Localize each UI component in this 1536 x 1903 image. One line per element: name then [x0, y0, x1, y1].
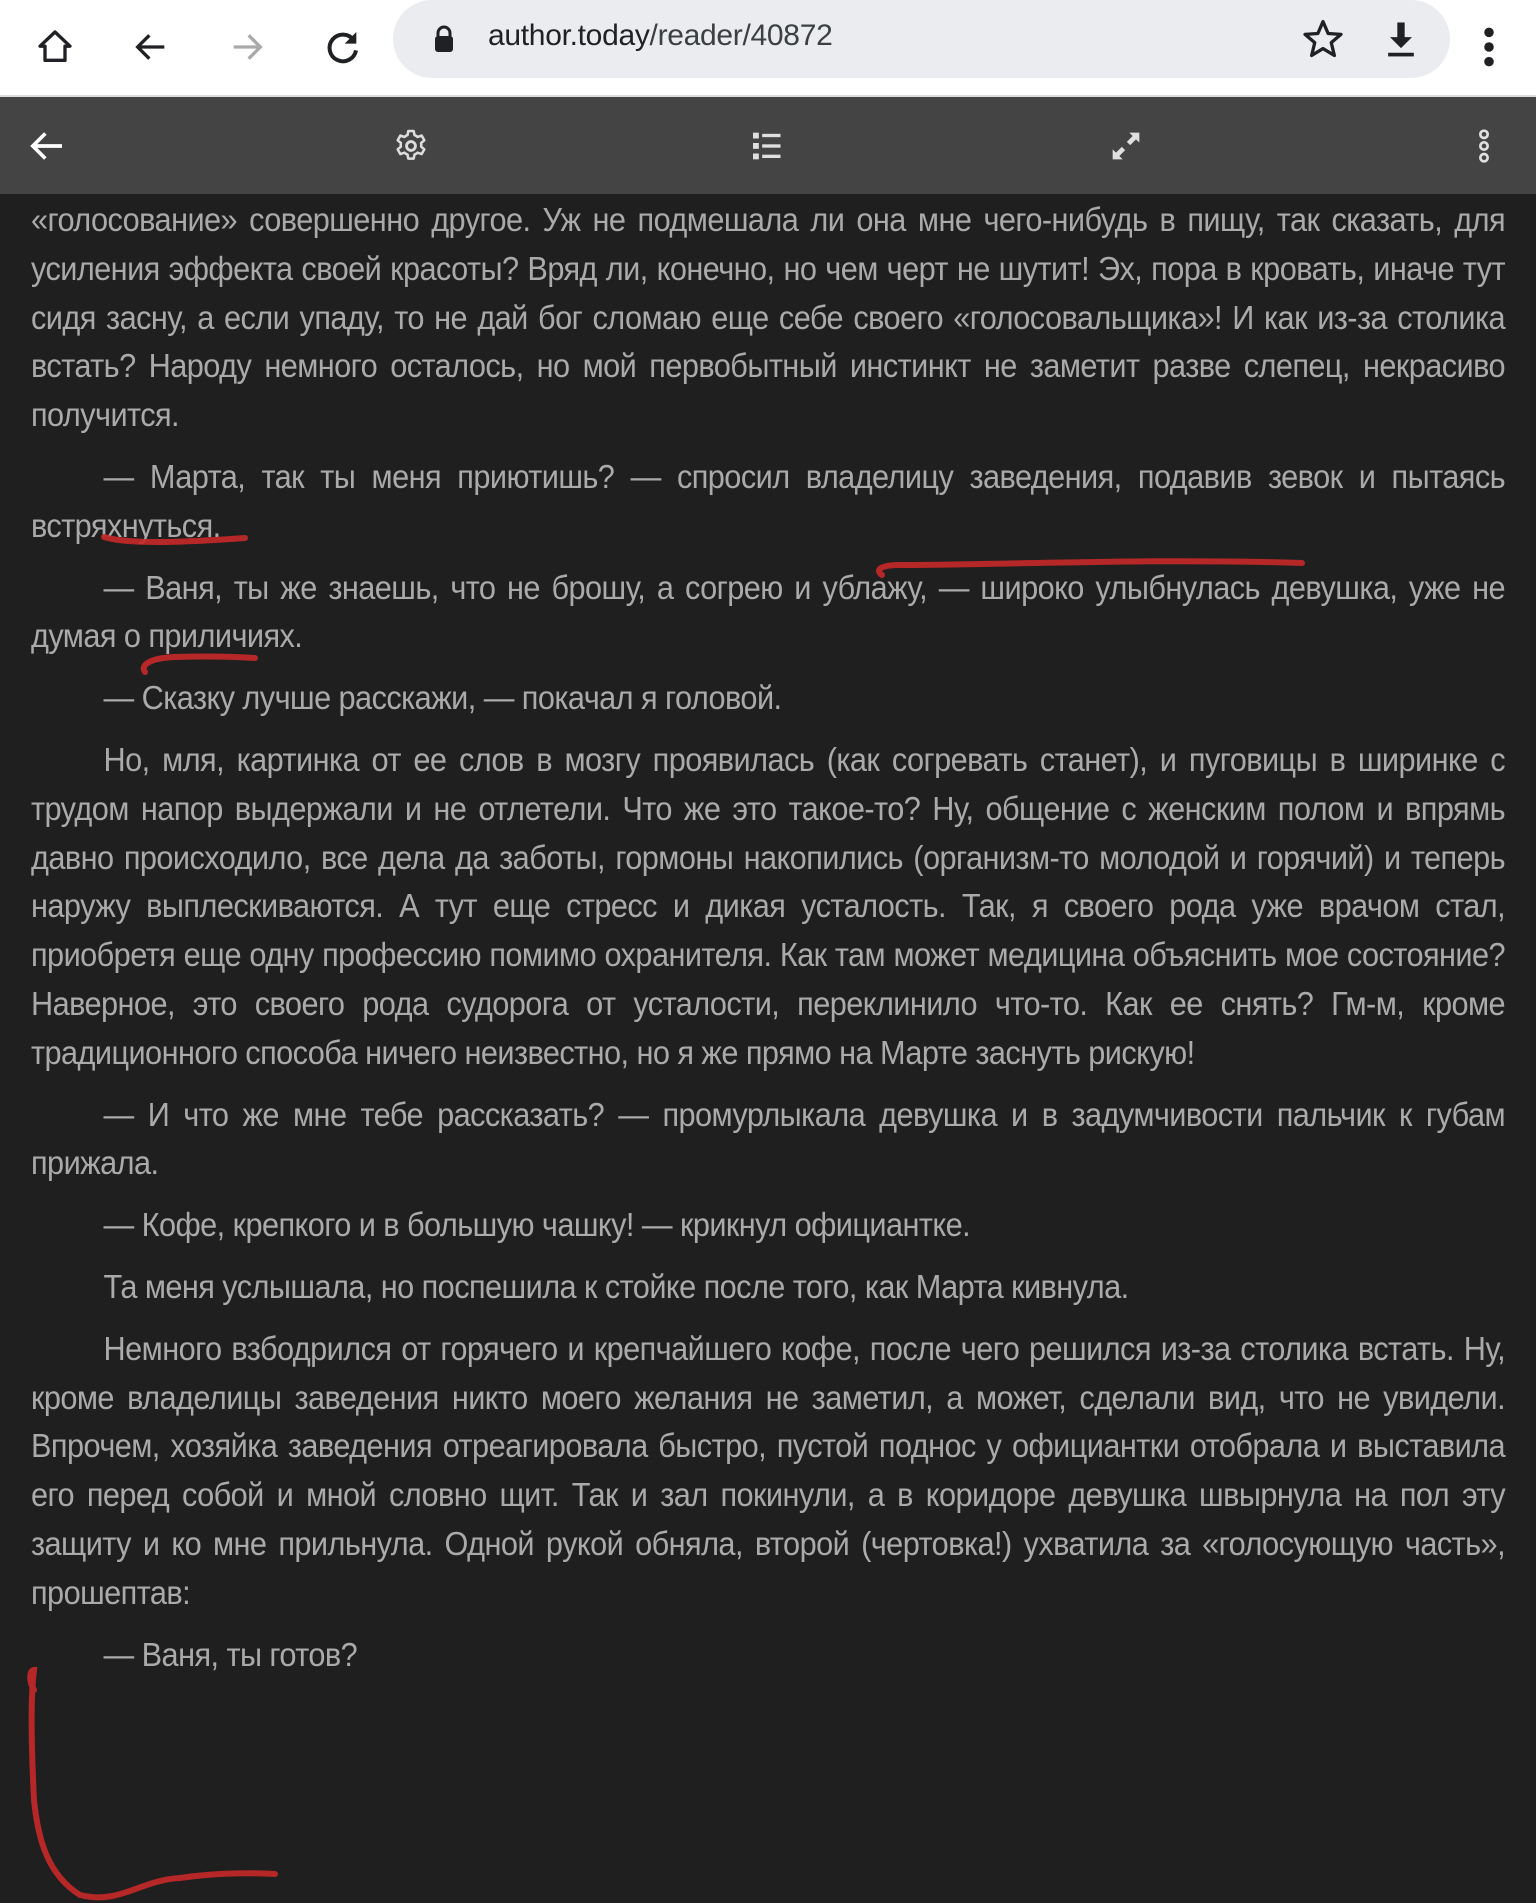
- paragraph: — И что же мне тебе рассказать? — промурлыкала девушка и в задумчивости пальчик к губам прижала.: [31, 1095, 1506, 1182]
- back-icon: [131, 27, 171, 67]
- paragraph: Но, мля, картинка от ее слов в мозгу проявилась (как согревать станет), и пуговицы в ширинке с трудом напор выдержали и не отлетели. Что же это такое-то? Ну, общение с женским полом и впрямь давно происходило, все дела да заботы, гормоны накопились (организм-то молодой и горячий) и теперь наружу выплескиваются. А тут еще стресс и дикая усталость. Так, я своего рода уже врачом стал, приобретя еще одну профессию помимо охранителя. Как там может медицина объяснить мое состояние? Наверное, это своего рода судорога от усталости, переклинило что-то. Как ее снять? Гм-м, кроме традиционного способа ничего неизвестно, но я же прямо на Марте заснуть рискую!: [31, 740, 1506, 1071]
- paragraph: — Ваня, ты же знаешь, что не брошу, а согрею и ублажу, — широко улыбнулась девушка, уже не думая о приличиях.: [31, 568, 1506, 655]
- back-arrow-icon: [27, 126, 67, 166]
- more-options-button[interactable]: [1449, 111, 1519, 181]
- download-icon: [1379, 17, 1423, 61]
- paragraph: Та меня услышала, но поспешила к стойке после того, как Марта кивнула.: [103, 1267, 1129, 1305]
- paragraph: — Ваня, ты готов?: [103, 1635, 358, 1673]
- url-text[interactable]: [488, 19, 832, 53]
- reader-back-button[interactable]: [12, 111, 82, 181]
- table-of-contents-icon: [748, 126, 788, 166]
- fullscreen-icon: [1106, 126, 1146, 166]
- forward-icon: [227, 27, 267, 67]
- home-icon: [35, 27, 75, 67]
- url-host: author.today: [488, 19, 650, 52]
- book-text: [31, 196, 1505, 1692]
- browser-toolbar: [0, 0, 1536, 97]
- table-of-contents-button[interactable]: [733, 111, 803, 181]
- lock-icon: [433, 24, 455, 54]
- paragraph: — Сказку лучше расскажи, — покачал я головой.: [103, 679, 782, 717]
- reload-button[interactable]: [308, 12, 378, 82]
- bookmark-star-button[interactable]: [1301, 17, 1345, 66]
- paragraph: — Кофе, крепкого и в большую чашку! — крикнул официантке.: [103, 1206, 971, 1244]
- reload-icon: [323, 27, 363, 67]
- paragraph: «голосование» совершенно другое. Уж не подмешала ли она мне чего-нибудь в пищу, так сказать, для усиления эффекта своей красоты? Вряд ли, конечно, но чем черт не шутит! Эх, пора в кровать, иначе тут сидя засну, а если упаду, то не дай бог сломаю еще себе своего «голосовальщика»! И как из-за столика встать? Народу немного осталось, но мой первобытный инстинкт не заметит разве слепец, некрасиво получится.: [31, 201, 1506, 434]
- paragraph: — Марта, так ты меня приютишь? — спросил владелицу заведения, подавив зевок и пытаясь встряхнуться.: [31, 457, 1506, 544]
- more-vert-icon: [1474, 126, 1494, 166]
- home-button[interactable]: [20, 12, 90, 82]
- bracket-line: [30, 1670, 275, 1897]
- paragraph: Немного взбодрился от горячего и крепчайшего кофе, после чего решился из-за столика встать. Ну, кроме владелицы заведения никто моего желания не заметил, а может, сделали вид, что не увидели. Впрочем, хозяйка заведения отреагировала быстро, пустой поднос у официантки отобрала и выставила его перед собой и мной словно щит. Так и зал покинули, а в коридоре девушка швырнула на пол эту защиту и ко мне прильнула. Одной рукой обняла, второй (чертовка!) ухватила за «голосующую часть», прошептав:: [31, 1329, 1506, 1611]
- download-button[interactable]: [1379, 17, 1423, 66]
- url-path: /reader/40872: [649, 19, 833, 52]
- fullscreen-button[interactable]: [1091, 111, 1161, 181]
- forward-button[interactable]: [212, 12, 282, 82]
- reader-toolbar: [0, 97, 1536, 194]
- settings-button[interactable]: [376, 111, 446, 181]
- browser-menu-button[interactable]: [1454, 12, 1524, 82]
- star-icon: [1301, 17, 1345, 61]
- address-bar[interactable]: [393, 0, 1450, 78]
- back-button[interactable]: [116, 12, 186, 82]
- menu-icon: [1479, 25, 1499, 69]
- settings-gear-icon: [392, 127, 430, 165]
